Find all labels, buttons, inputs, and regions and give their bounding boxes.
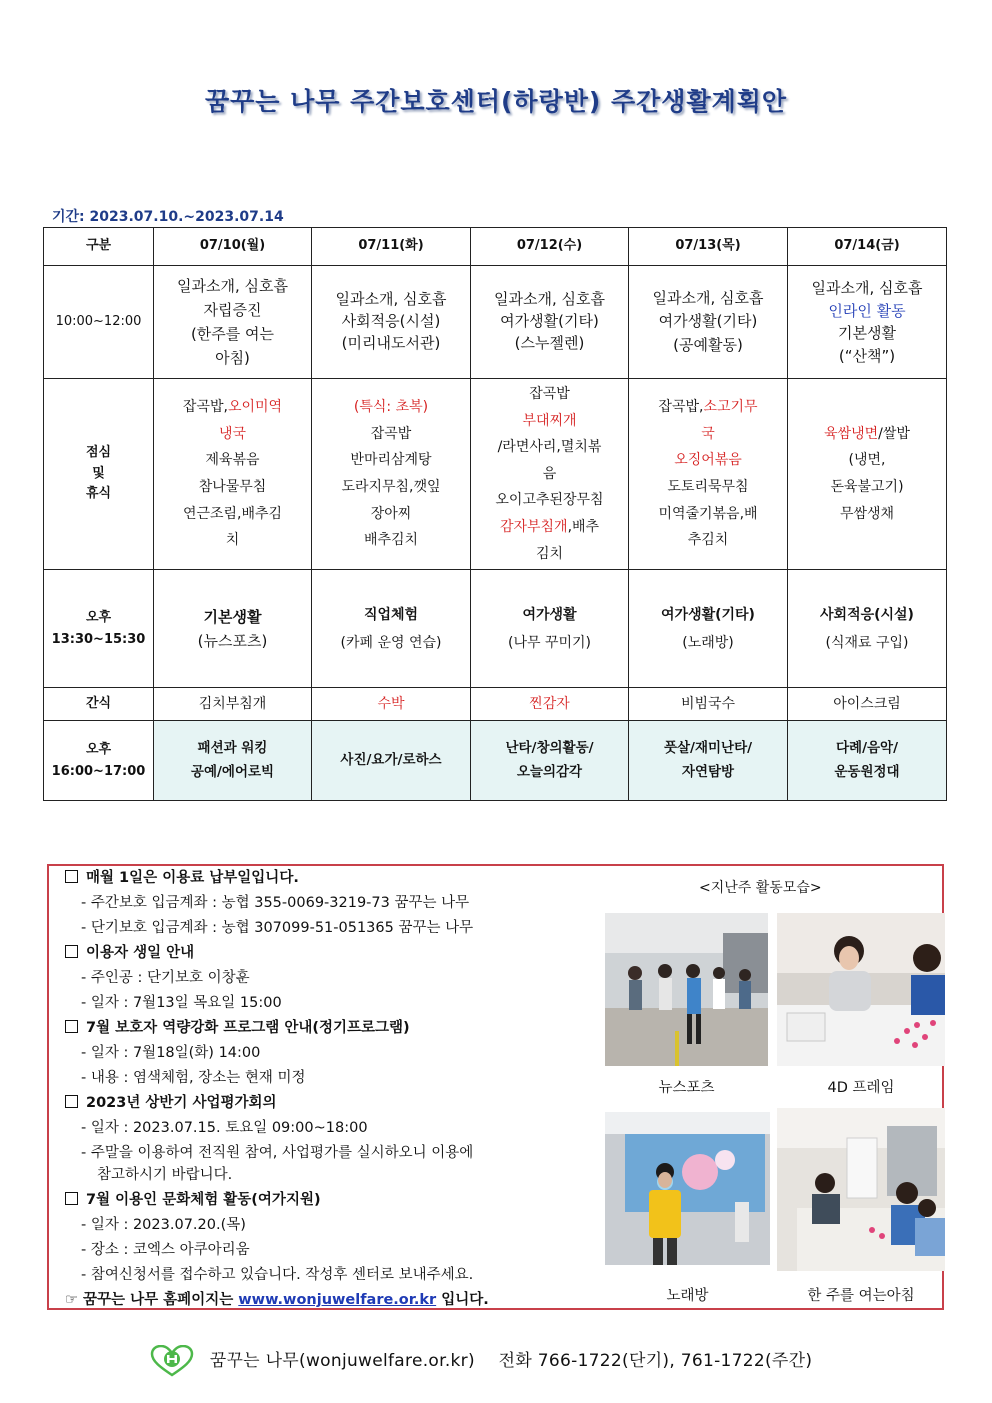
notice-line: - 주인공 : 단기보호 이창훈 [81, 970, 250, 986]
snack-cell: 수박 [312, 688, 471, 721]
checkbox-icon [65, 1020, 78, 1033]
cell-line: 직업체험 [363, 606, 419, 623]
row-label-line: 점심 [85, 444, 112, 460]
cell-line: 오늘의감각 [516, 763, 583, 780]
lunch-cell [788, 379, 947, 570]
menu-item: 잡곡밥, [658, 399, 704, 416]
menu-item: (냉면, [848, 452, 886, 469]
cell-line: 사회적응(시설) [820, 606, 914, 623]
menu-item: 잡곡밥, [182, 399, 228, 416]
row-label-line: 16:00~17:00 [51, 763, 146, 779]
checkbox-icon [65, 1192, 78, 1205]
snack-cell: 비빔국수 [629, 688, 788, 721]
weekly-plan-table [43, 227, 947, 801]
cell-line: (스누젤렌) [514, 333, 585, 352]
cell-line: (나무 꾸미기) [508, 634, 591, 651]
menu-item: 오이고추된장무침 [495, 492, 604, 509]
menu-item: 부대찌개 [522, 412, 577, 429]
day-header: 07/13(목) [629, 228, 788, 266]
checkbox-icon [65, 1095, 78, 1108]
cell-line: 여가생활(기타) [658, 312, 758, 331]
notice-line: 참고하시기 바랍니다. [97, 1167, 233, 1183]
menu-item: 돈육불고기) [830, 479, 904, 496]
menu-item: 음 [542, 465, 557, 482]
menu-item: 참나물무침 [198, 479, 267, 496]
afternoon-cell [788, 570, 947, 688]
menu-item: 도라지무침,깻잎 [341, 479, 441, 496]
day-header: 07/14(금) [788, 228, 947, 266]
notice-heading [65, 1188, 625, 1213]
photo-4d-frame [777, 913, 945, 1066]
afternoon-cell [629, 570, 788, 688]
photo-new-sports [605, 913, 768, 1066]
menu-item: /쌀밥 [878, 425, 910, 442]
homepage-prefix: ☞ 꿈꾸는 나무 홈페이지는 [65, 1292, 234, 1308]
notice-line: - 일자 : 2023.07.15. 토요일 09:00~18:00 [81, 1120, 368, 1136]
menu-item: 육쌈냉면 [824, 425, 879, 442]
late-cell [312, 721, 471, 801]
page-title: 꿈꾸는 나무 주간보호센터(하랑반) 주간생활계획안 [204, 87, 788, 116]
homepage-suffix: 입니다. [441, 1292, 489, 1308]
homepage-line [65, 1288, 625, 1313]
morning-cell [154, 266, 312, 379]
lunch-row [44, 379, 947, 570]
heading-text: 이용자 생일 안내 [86, 945, 195, 961]
heading-text: 7월 보호자 역량강화 프로그램 안내(정기프로그램) [86, 1020, 410, 1036]
photo-morning [777, 1108, 945, 1271]
cell-line: 인라인 활동 [828, 301, 906, 320]
notice-line: - 장소 : 코엑스 아쿠아리움 [81, 1242, 250, 1258]
cell-line: 일과소개, 심호흡 [335, 290, 447, 309]
snack-cell: 찐감자 [471, 688, 629, 721]
menu-item: ,배추 [567, 518, 600, 535]
cell-line: 기본생활 [203, 607, 262, 626]
afternoon-row [44, 570, 947, 688]
row-label [44, 721, 154, 801]
afternoon-cell [471, 570, 629, 688]
notice-line: - 내용 : 염색체험, 장소는 현재 미정 [81, 1070, 306, 1086]
cell-line: 자연탐방 [681, 763, 735, 780]
photo-caption: 뉴스포츠 [658, 1080, 715, 1096]
notice-line: - 참여신청서를 접수하고 있습니다. 작성후 센터로 보내주세요. [81, 1267, 474, 1283]
cell-line: (노래방) [682, 634, 734, 651]
heading-text: 매월 1일은 이용료 납부일입니다. [86, 870, 299, 886]
notice-heading [65, 1016, 625, 1041]
heading-text: 2023년 상반기 사업평가회의 [86, 1095, 277, 1111]
photo-karaoke [605, 1112, 770, 1265]
menu-item: 오이미역 [227, 399, 283, 416]
snack-cell: 아이스크림 [788, 688, 947, 721]
morning-cell [629, 266, 788, 379]
cell-line: 사회적응(시설) [341, 312, 441, 331]
cell-line: 여가생활(기타) [500, 312, 599, 331]
lunch-cell [629, 379, 788, 570]
cell-line: 패션과 워킹 [197, 740, 268, 757]
row-label-line: 오후 [85, 741, 112, 757]
cell-line: 여가생활(기타) [661, 606, 755, 623]
menu-item: 냉국 [218, 425, 247, 442]
menu-item: 장아찌 [370, 505, 412, 522]
notice-heading [65, 866, 625, 891]
menu-item: 미역줄기볶음,배 [658, 505, 758, 522]
notice-line: - 일자 : 2023.07.20.(목) [81, 1217, 246, 1233]
notice-line: - 주말을 이용하여 전직원 참여, 사업평가를 실시하오니 이용에 [81, 1145, 474, 1161]
cell-line: (식재료 구입) [825, 634, 909, 651]
menu-item: /라면사리,멸치볶 [497, 439, 602, 456]
row-label: 10:00~12:00 [44, 266, 154, 379]
row-label-line: 및 [92, 465, 105, 481]
center-logo-icon [150, 1345, 194, 1377]
cell-line: (“산책”) [838, 346, 896, 365]
menu-item: 잡곡밥 [370, 425, 412, 442]
row-label-line: 오후 [85, 609, 112, 625]
late-afternoon-row [44, 721, 947, 801]
morning-cell [312, 266, 471, 379]
menu-item: 소고기무 [703, 399, 758, 416]
menu-item: (특식: 초복) [353, 399, 429, 416]
cell-line: 다례/음악/ [835, 740, 899, 757]
notice-heading [65, 1091, 625, 1116]
row-label-line: 13:30~15:30 [51, 631, 146, 647]
cell-line: 공예/에어로빅 [190, 763, 275, 780]
checkbox-icon [65, 945, 78, 958]
day-header: 07/11(화) [312, 228, 471, 266]
photos-title: <지난주 활동모습> [699, 880, 822, 896]
cell-line: 풋살/재미난타/ [663, 740, 753, 757]
lunch-cell [471, 379, 629, 570]
cell-line: 일과소개, 심호흡 [494, 290, 605, 309]
header-row [44, 228, 947, 266]
menu-item: 반마리삼계탕 [350, 452, 432, 469]
notice-heading [65, 941, 625, 966]
morning-cell [788, 266, 947, 379]
corner-cell: 구분 [44, 228, 154, 266]
cell-line: (한주를 여는 [190, 325, 275, 343]
cell-line: (뉴스포츠) [197, 631, 268, 650]
late-cell [471, 721, 629, 801]
menu-item: 국 [701, 425, 715, 442]
cell-line: 여가생활 [522, 606, 577, 623]
menu-item: 연근조림,배추김 [182, 505, 283, 522]
late-cell [629, 721, 788, 801]
snack-cell: 김치부침개 [154, 688, 312, 721]
morning-cell [471, 266, 629, 379]
menu-item: 감자부침개 [499, 518, 568, 535]
menu-item: 잡곡밥 [529, 386, 570, 402]
footer-phone: 전화 766-1722(단기), 761-1722(주간) [498, 1351, 813, 1371]
row-label [44, 570, 154, 688]
checkbox-icon [65, 870, 78, 883]
notice-line: - 일자 : 7월13일 목요일 15:00 [81, 995, 282, 1011]
cell-line: 일과소개, 심호흡 [177, 277, 288, 295]
notice-box [47, 864, 944, 1310]
cell-line: 운동원정대 [834, 763, 900, 780]
row-label [44, 379, 154, 570]
cell-line: 일과소개, 심호흡 [652, 289, 764, 308]
period-label: 기간: 2023.07.10.~2023.07.14 [52, 209, 284, 225]
heading-text: 7월 이용인 문화체험 활동(여가지원) [86, 1192, 321, 1208]
row-label-line: 휴식 [85, 486, 112, 502]
snack-row [44, 688, 947, 721]
menu-item: 추김치 [687, 532, 729, 549]
menu-item: 김치 [535, 545, 564, 562]
menu-item: 치 [225, 532, 240, 549]
cell-line: 사진/요가/로하스 [340, 751, 442, 768]
photo-caption: 한 주를 여는아침 [807, 1288, 915, 1304]
day-header: 07/12(수) [471, 228, 629, 266]
notice-list [65, 866, 625, 1313]
menu-item: 오징어볶음 [674, 452, 742, 469]
cell-line: 자립증진 [203, 301, 262, 319]
late-cell [788, 721, 947, 801]
menu-item: 제육볶음 [205, 452, 260, 469]
footer-name: 꿈꾸는 나무(wonjuwelfare.or.kr) [209, 1351, 475, 1371]
row-label: 간식 [44, 688, 154, 721]
notice-line: - 단기보호 입금계좌 : 농협 307099-51-051365 꿈꾸는 나무 [81, 920, 474, 936]
homepage-link[interactable]: www.wonjuwelfare.or.kr [238, 1292, 437, 1308]
cell-line: 난타/창의활동/ [505, 740, 594, 757]
morning-row [44, 266, 947, 379]
day-header: 07/10(월) [154, 228, 312, 266]
cell-line: 기본생활 [838, 324, 896, 342]
afternoon-cell [312, 570, 471, 688]
menu-item: 도토리묵무침 [667, 479, 749, 496]
cell-line: (공예활동) [673, 335, 743, 354]
menu-item: 무쌈생채 [839, 505, 895, 522]
photo-caption: 노래방 [666, 1288, 709, 1304]
photo-caption: 4D 프레임 [827, 1080, 895, 1096]
lunch-cell [154, 379, 312, 570]
notice-line: - 주간보호 입금계좌 : 농협 355-0069-3219-73 꿈꾸는 나무 [81, 895, 470, 911]
footer [150, 1345, 812, 1377]
afternoon-cell [154, 570, 312, 688]
cell-line: (미리내도서관) [341, 333, 441, 352]
cell-line: (카페 운영 연습) [340, 634, 442, 651]
cell-line: 아침) [215, 349, 250, 367]
late-cell [154, 721, 312, 801]
cell-line: 일과소개, 심호흡 [811, 279, 923, 297]
notice-line: - 일자 : 7월18일(화) 14:00 [81, 1045, 261, 1061]
menu-item: 배추김치 [363, 532, 419, 549]
lunch-cell [312, 379, 471, 570]
